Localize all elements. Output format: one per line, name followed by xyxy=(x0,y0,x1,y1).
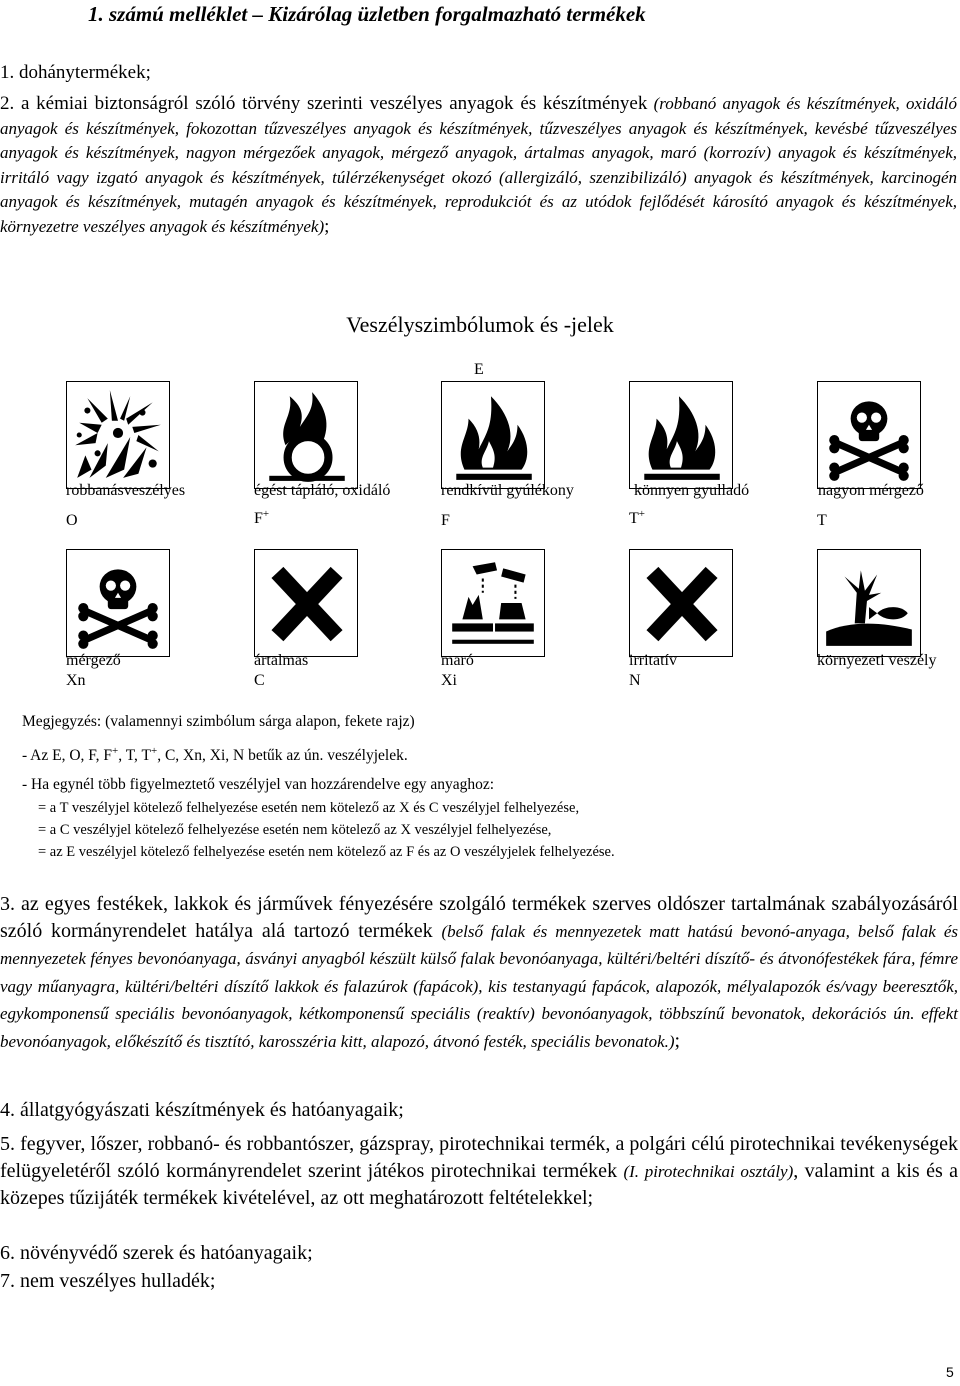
list-item-5-end: , valamint a kis és a közepes tűzijáték termékek kivételével, az ott meghatározott feltételekkel; xyxy=(0,1159,959,1209)
note-rule-2: = a C veszélyjel kötelező felhelyezése esetén nem kötelező az X veszélyjel felhelyezése, xyxy=(38,822,552,838)
list-item-3 xyxy=(0,891,958,1055)
list-item-2-lead: 2. a kémiai biztonságról szóló törvény szerinti veszélyes anyagok és készítmények xyxy=(0,93,648,114)
symbol-caption: nagyon mérgező xyxy=(818,482,924,499)
dead-tree-fish-icon xyxy=(817,549,921,657)
symbol-caption: mérgező xyxy=(66,652,121,669)
symbol-caption: ártalmas xyxy=(254,652,309,669)
list-item-5 xyxy=(0,1131,958,1212)
skull-crossbones-icon xyxy=(66,549,170,657)
symbol-caption: könnyen gyulladó xyxy=(634,482,750,499)
symbol-caption: robbanásveszélyes xyxy=(66,482,186,499)
note-line-2: - Ha egynél több figyelmeztető veszélyjel van hozzárendelve egy anyaghoz: xyxy=(22,776,495,793)
list-item-3-lead: 3. az egyes festékek, lakkok és járművek fényezésére szolgáló termékek szerves oldószer tartalmának szabályozásáról szóló kormányrendelet hatálya alá tartozó termékek xyxy=(0,893,958,942)
flame-over-circle-icon xyxy=(254,381,358,489)
list-item-2-detail: (robbanó anyagok és készítmények, oxidáló anyagok és készítmények, fokozottan tűzveszélyes anyagok és készítmények, tűzveszélyes anyagok és készítmények, kevésbé tűzveszélyes anyagok és készítmények, nagyon mérgezőek anyagok, mérgező anyagok, ártalmas anyagok, maró (korrozív) anyagok és készítmények, irritáló vagy izgató anyagok és készítmények, túlérzékenységet okozó (allergizáló, szenzibilizáló) anyagok és készítmények, karcinogén anyagok és készítmények, mutagén anyagok és készítmények, reprodukciót és az utódok fejlődését károsító anyagok és készítmények, környezetre veszélyes anyagok és készítmények) xyxy=(0,94,958,236)
page-title: 1. számú melléklet – Kizárólag üzletben forgalmazható termékek xyxy=(88,2,646,26)
list-item-2-end: ; xyxy=(324,215,330,237)
list-item-3-end: ; xyxy=(674,1029,681,1052)
symbol-code: T+ xyxy=(629,508,645,527)
symbol-code: N xyxy=(629,672,641,689)
skull-crossbones-icon xyxy=(817,381,921,489)
flame-icon xyxy=(441,381,545,489)
symbol-caption: környezeti veszély xyxy=(817,652,937,669)
symbol-caption: irritatív xyxy=(629,652,677,669)
symbol-code: F+ xyxy=(254,508,270,527)
note-line-1: - Az E, O, F, F+, T, T+, C, Xn, Xi, N betűk az ún. veszélyjelek. xyxy=(22,745,408,764)
list-item-1: 1. dohánytermékek; xyxy=(0,62,151,83)
symbol-caption: égést tápláló, oxidáló xyxy=(254,482,391,499)
symbol-code: Xn xyxy=(66,672,86,689)
list-item-3-detail: (belső falak és mennyezetek matt hatású bevonó-anyaga, belső falak és mennyezetek fényes bevonóanyaga, ásványi anyagból készült külső falak bevonóanyaga, kültéri/beltéri díszítő- és átvonófestékek fára, fémre vagy műanyagra, kültéri/beltéri díszítő lakkok és falazúrok (fapácok), kis testanyagú fapácok, alapozók, mélyalapozók és/vagy beeresztők, egykomponensű speciális bevonóanyagok, kétkomponensű speciális (reaktív) bevonóanyagok, többszínű bevonatok, dekorációs ún. effekt bevonóanyagok, előkészítő és tisztító, karosszéria kitt, alapozó, átvonó festék, speciális bevonatok.) xyxy=(0,921,959,1051)
list-item-5-detail: (I. pirotechnikai osztály) xyxy=(623,1161,794,1181)
symbols-heading: Veszélyszimbólumok és -jelek xyxy=(346,312,614,337)
symbol-caption: maró xyxy=(441,652,474,669)
note-rule-3: = az E veszélyjel kötelező felhelyezése esetén nem kötelező az F és az O veszélyjelek felhelyezése. xyxy=(38,844,615,860)
page-number: 5 xyxy=(946,1364,954,1380)
cross-icon xyxy=(629,549,733,657)
list-item-6: 6. növényvédő szerek és hatóanyagaik; xyxy=(0,1242,313,1264)
symbol-code: T xyxy=(817,512,827,529)
flame-icon xyxy=(629,381,733,489)
symbol-code: F xyxy=(441,512,450,529)
symbol-code: C xyxy=(254,672,265,689)
explosion-icon xyxy=(66,381,170,489)
symbol-code: O xyxy=(66,512,78,529)
symbol-e-label: E xyxy=(474,361,484,378)
corrosive-icon xyxy=(441,549,545,657)
list-item-7: 7. nem veszélyes hulladék; xyxy=(0,1270,216,1292)
list-item-2 xyxy=(0,92,957,239)
list-item-4: 4. állatgyógyászati készítmények és hatóanyagaik; xyxy=(0,1099,404,1121)
note-rule-1: = a T veszélyjel kötelező felhelyezése esetén nem kötelező az X és C veszélyjel felhelyezése, xyxy=(38,800,580,816)
symbol-code: Xi xyxy=(441,672,457,689)
symbol-note: Megjegyzés: (valamennyi szimbólum sárga alapon, fekete rajz) xyxy=(22,713,415,730)
cross-icon xyxy=(254,549,358,657)
symbol-caption: rendkívül gyúlékony xyxy=(441,482,574,499)
list-item-5-lead: 5. fegyver, lőszer, robbanó- és robbantószer, gázspray, pirotechnikai termék, a polgári célú pirotechnikai tevékenységek felügyeletéről szóló kormányrendelet szerint játékos pirotechnikai termékek xyxy=(0,1133,958,1182)
